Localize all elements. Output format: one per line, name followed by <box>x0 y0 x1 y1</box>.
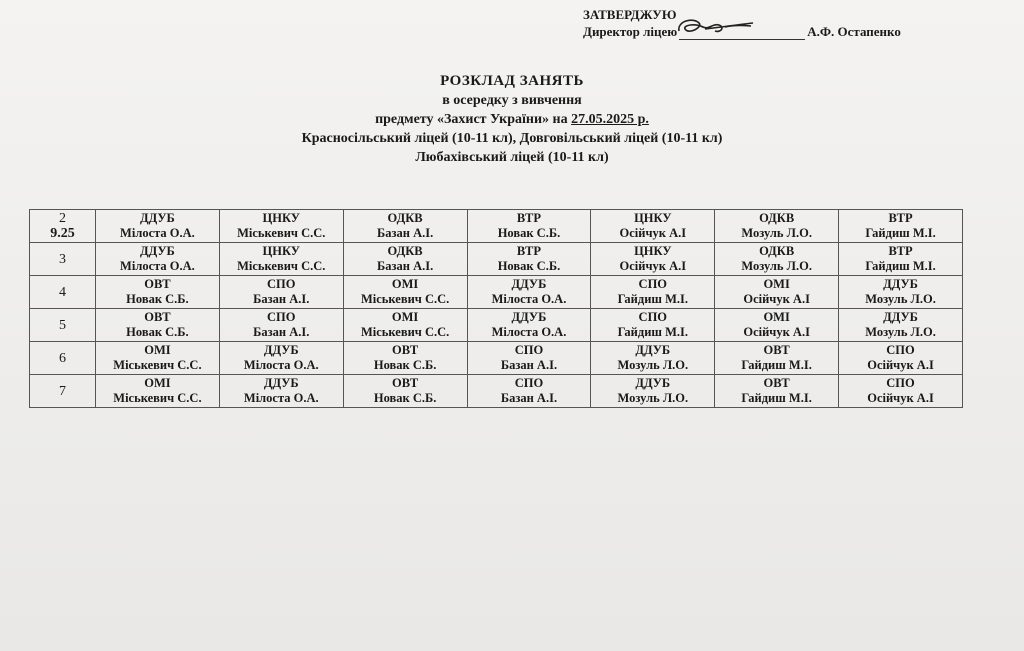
teacher-name: Гайдиш М.І. <box>617 325 689 339</box>
document-title <box>0 72 1024 167</box>
subject-code: ОВТ <box>763 343 790 357</box>
teacher-name: Міськевич С.С. <box>360 292 450 306</box>
teacher-name: Міськевич С.С. <box>113 358 202 372</box>
subject-code: СПО <box>638 310 668 324</box>
teacher-name: Мозуль Л.О. <box>741 259 812 273</box>
schedule-cell <box>467 210 591 243</box>
director-label: Директор ліцею <box>583 24 678 39</box>
subject-code: ОМІ <box>763 277 790 291</box>
teacher-name: Базан А.І. <box>253 325 310 339</box>
subject-code: ДДУБ <box>883 310 918 324</box>
subject-code: ДДУБ <box>883 277 918 291</box>
lesson-number: 7 <box>59 383 66 399</box>
title-line-3-prefix: предмету «Захист України» на <box>375 112 572 127</box>
subject-code: ВТР <box>888 211 913 225</box>
subject-code: ОМІ <box>144 376 171 390</box>
approve-label: ЗАТВЕРДЖУЮ <box>583 7 677 22</box>
schedule-cell <box>219 342 343 375</box>
subject-code: ОВТ <box>391 343 419 357</box>
schedule-cell <box>96 309 220 342</box>
schedule-cell <box>715 309 839 342</box>
teacher-name: Гайдиш М.І. <box>741 391 812 405</box>
teacher-name: Мозуль Л.О. <box>741 226 812 240</box>
teacher-name: Мілоста О.А. <box>120 259 195 273</box>
lesson-number-cell <box>30 342 96 375</box>
subject-code: ЦНКУ <box>262 244 300 258</box>
schedule-cell <box>715 375 839 408</box>
subject-code: ДДУБ <box>511 310 547 324</box>
schedule-cell <box>839 243 963 276</box>
teacher-name: Гайдиш М.І. <box>617 292 689 306</box>
subject-code: ОМІ <box>391 277 419 291</box>
subject-code: ОВТ <box>144 277 171 291</box>
schedule-cell <box>343 210 467 243</box>
lesson-number-cell <box>30 375 96 408</box>
subject-code: СПО <box>267 277 296 291</box>
table-row <box>30 210 963 243</box>
table-row <box>30 342 963 375</box>
signature-icon <box>675 13 755 41</box>
subject-code: ЦНКУ <box>262 211 300 225</box>
schedule-cell <box>839 375 963 408</box>
schedule-cell <box>467 276 591 309</box>
schedule-cell <box>467 243 591 276</box>
schedule-cell <box>839 210 963 243</box>
schedule-cell <box>96 243 220 276</box>
subject-code: ВТР <box>516 211 542 225</box>
subject-code: СПО <box>267 310 296 324</box>
subject-code: СПО <box>886 376 915 390</box>
teacher-name: Гайдиш М.І. <box>865 259 936 273</box>
teacher-name: Осійчук А.І <box>743 292 810 306</box>
teacher-name: Міськевич С.С. <box>113 391 202 405</box>
title-line-3 <box>0 110 1024 129</box>
lesson-number-cell <box>30 243 96 276</box>
title-line-2: в осередку з вивчення <box>442 93 582 108</box>
teacher-name: Мозуль Л.О. <box>865 325 936 339</box>
teacher-name: Мозуль Л.О. <box>617 391 689 405</box>
subject-code: ОВТ <box>144 310 171 324</box>
subject-code: ВТР <box>888 244 913 258</box>
subject-code: СПО <box>514 343 544 357</box>
schedule-cell <box>591 210 715 243</box>
teacher-name: Мозуль Л.О. <box>865 292 936 306</box>
teacher-name: Новак С.Б. <box>497 259 561 273</box>
teacher-name: Осійчук А.І <box>743 325 810 339</box>
schedule-cell <box>591 243 715 276</box>
teacher-name: Мілоста О.А. <box>120 226 195 240</box>
subject-code: ОДКВ <box>387 211 423 225</box>
teacher-name: Осійчук А.І <box>619 259 687 273</box>
teacher-name: Новак С.Б. <box>126 325 189 339</box>
title-line-5: Любахівський ліцей (10-11 кл) <box>415 150 609 165</box>
subject-code: ОВТ <box>391 376 419 390</box>
teacher-name: Новак С.Б. <box>373 391 437 405</box>
lesson-number: 3 <box>59 251 66 267</box>
lesson-number-cell <box>30 276 96 309</box>
subject-code: ДДУБ <box>140 211 175 225</box>
teacher-name: Базан А.І. <box>376 259 434 273</box>
subject-code: ДДУБ <box>263 376 299 390</box>
teacher-name: Мілоста О.А. <box>491 325 567 339</box>
approval-block <box>583 6 901 40</box>
schedule-cell <box>591 309 715 342</box>
schedule-cell <box>96 342 220 375</box>
schedule-cell <box>467 342 591 375</box>
teacher-name: Базан А.І. <box>500 391 558 405</box>
schedule-cell <box>219 210 343 243</box>
schedule-cell <box>219 276 343 309</box>
title-line-4: Красносільський ліцей (10-11 кл), Довговільський ліцей (10-11 кл) <box>301 131 723 146</box>
teacher-name: Мілоста О.А. <box>491 292 567 306</box>
subject-code: ЦНКУ <box>634 211 672 225</box>
lesson-number-cell <box>30 210 96 243</box>
schedule-cell <box>219 375 343 408</box>
teacher-name: Міськевич С.С. <box>237 259 326 273</box>
subject-code: ДДУБ <box>263 343 299 357</box>
subject-code: СПО <box>514 376 544 390</box>
lesson-number: 4 <box>59 284 66 300</box>
teacher-name: Мозуль Л.О. <box>617 358 689 372</box>
subject-code: ДДУБ <box>511 277 547 291</box>
subject-code: СПО <box>886 343 915 357</box>
subject-code: ОМІ <box>391 310 419 324</box>
subject-code: ОДКВ <box>759 211 795 225</box>
teacher-name: Базан А.І. <box>376 226 434 240</box>
schedule-cell <box>96 276 220 309</box>
schedule-cell <box>343 243 467 276</box>
schedule-cell <box>219 309 343 342</box>
teacher-name: Новак С.Б. <box>497 226 561 240</box>
teacher-name: Осійчук А.І <box>867 391 934 405</box>
teacher-name: Осійчук А.І <box>619 226 687 240</box>
subject-code: ОМІ <box>763 310 790 324</box>
table-row <box>30 375 963 408</box>
schedule-cell <box>715 243 839 276</box>
schedule-cell <box>96 375 220 408</box>
lesson-time: 9.25 <box>50 226 75 241</box>
teacher-name: Базан А.І. <box>253 292 310 306</box>
teacher-name: Новак С.Б. <box>126 292 189 306</box>
subject-code: ОДКВ <box>387 244 423 258</box>
lesson-number: 2 <box>59 211 66 226</box>
lesson-number: 5 <box>59 317 66 333</box>
schedule-cell <box>715 210 839 243</box>
lesson-number-cell <box>30 309 96 342</box>
director-name: А.Ф. Остапенко <box>807 24 901 39</box>
schedule-cell <box>839 276 963 309</box>
title-line-1: РОЗКЛАД ЗАНЯТЬ <box>440 73 584 89</box>
subject-code: ДДУБ <box>635 343 671 357</box>
subject-code: ДДУБ <box>635 376 671 390</box>
schedule-cell <box>839 342 963 375</box>
subject-code: ОВТ <box>763 376 790 390</box>
table-row <box>30 243 963 276</box>
teacher-name: Гайдиш М.І. <box>741 358 812 372</box>
schedule-cell <box>591 276 715 309</box>
schedule-cell <box>96 210 220 243</box>
schedule-cell <box>343 276 467 309</box>
schedule-cell <box>219 243 343 276</box>
schedule-cell <box>467 375 591 408</box>
teacher-name: Гайдиш М.І. <box>865 226 936 240</box>
teacher-name: Базан А.І. <box>500 358 558 372</box>
schedule-cell <box>343 342 467 375</box>
schedule-cell <box>467 309 591 342</box>
schedule-cell <box>715 342 839 375</box>
schedule-cell <box>591 375 715 408</box>
signature-line <box>679 25 805 40</box>
schedule-cell <box>343 375 467 408</box>
subject-code: ДДУБ <box>140 244 175 258</box>
schedule-cell <box>591 342 715 375</box>
subject-code: ОДКВ <box>759 244 795 258</box>
teacher-name: Мілоста О.А. <box>243 391 319 405</box>
teacher-name: Мілоста О.А. <box>243 358 319 372</box>
subject-code: ЦНКУ <box>634 244 672 258</box>
lesson-number: 6 <box>59 350 66 366</box>
director-line <box>583 23 901 40</box>
subject-code: СПО <box>638 277 668 291</box>
schedule-table <box>29 209 963 408</box>
table-row <box>30 276 963 309</box>
schedule-date: 27.05.2025 р. <box>571 112 649 127</box>
table-row <box>30 309 963 342</box>
subject-code: ВТР <box>516 244 542 258</box>
schedule-cell <box>715 276 839 309</box>
teacher-name: Міськевич С.С. <box>237 226 326 240</box>
teacher-name: Новак С.Б. <box>373 358 437 372</box>
subject-code: ОМІ <box>144 343 171 357</box>
schedule-cell <box>343 309 467 342</box>
schedule-cell <box>839 309 963 342</box>
teacher-name: Міськевич С.С. <box>360 325 450 339</box>
teacher-name: Осійчук А.І <box>867 358 934 372</box>
